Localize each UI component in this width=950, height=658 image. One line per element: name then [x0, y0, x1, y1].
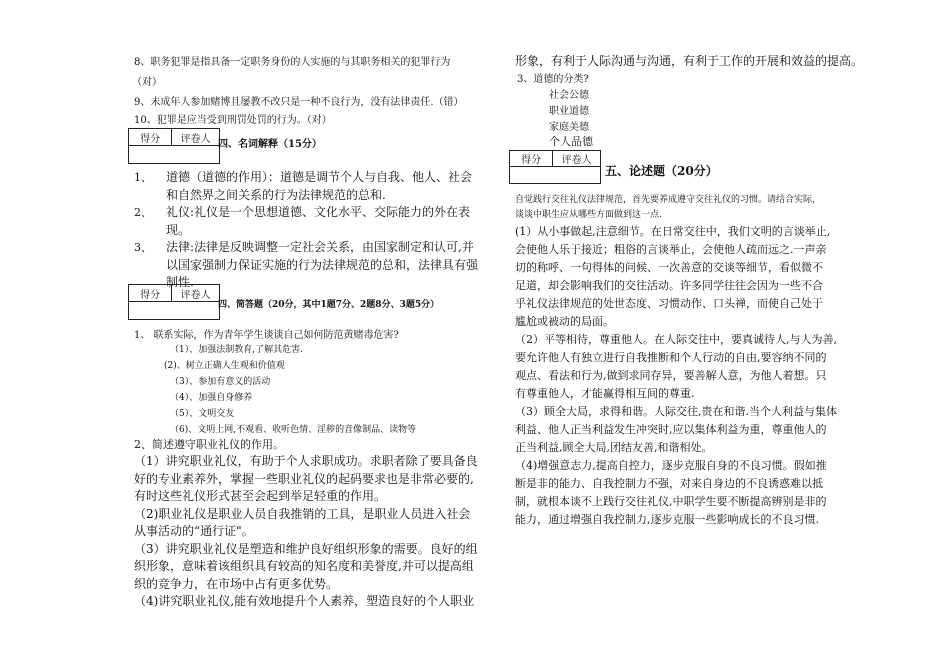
essay-line: 断是非的能力、自我控制力不强，对来自身边的不良诱惑难以抵 — [515, 477, 823, 490]
question-3: 3、道德的分类? — [517, 74, 589, 85]
section-title-essay: 五、论述题（20分） — [605, 164, 718, 178]
q3-item: 家庭美德 — [549, 122, 589, 133]
essay-line: （2）平等相待，尊重他人。在人际交往中，要真诚待人,与人为善, — [515, 333, 837, 346]
essay-line: 利益、他人正当利益发生冲突时,应以集体利益为重，尊重他人的 — [515, 423, 827, 436]
score-label: 得分 — [510, 151, 553, 167]
q2-line: 织的竞争力，在市场中占有更多优势。 — [134, 577, 339, 591]
q2-line: 织形象，意味着该组织具有较高的知名度和美誉度,并可以提高组 — [134, 559, 474, 573]
essay-line: 正当利益,顾全大局,团结友善,和谐相处。 — [515, 441, 713, 454]
def-3-line: 制性. — [166, 275, 194, 289]
q2-line: （4)讲究职业礼仪,能有效地提升个人素养，塑造良好的个人职业 — [134, 594, 475, 608]
q2-line: （1）讲究职业礼仪，有助于个人求职成功。求职者除了要具备良 — [134, 454, 478, 468]
score-label: 得分 — [129, 285, 172, 302]
def-3-line: 法律:法律是反映调整一定社会关系，由国家制定和认可,并 — [166, 240, 474, 254]
essay-line: 能力，通过增强自我控制力,逐步克服一些影响成长的不良习惯. — [515, 513, 819, 526]
q1-item: （6)、文明上网,不观看、收听色情、淫秽的音像制品、读物等 — [170, 425, 417, 435]
essay-line: (1）从小事做起,注意细节。在日常交往中，我们文明的言谈举止, — [515, 225, 831, 238]
q3-item: 职业道德 — [549, 106, 589, 117]
def-2-number: 2、 — [134, 206, 152, 219]
question-2: 2、简述遵守职业礼仪的作用。 — [134, 438, 284, 451]
continued-line: 形象，有利于人际沟通与沟通，有利于工作的开展和效益的提高。 — [515, 54, 864, 68]
question-1: 1、 联系实际，作为青年学生谈谈自己如何防范黄赌毒危害? — [134, 330, 399, 341]
tf-item-8: 8、职务犯罪是指具备一定职务身份的人实施的与其职务相关的犯罪行为 — [134, 57, 451, 68]
essay-line: 尴尬或被动的局面。 — [515, 315, 614, 328]
grader-label: 评卷人 — [172, 129, 219, 146]
def-1-number: 1、 — [134, 171, 152, 184]
grader-label: 评卷人 — [553, 151, 600, 167]
def-3-line: 以国家强制力保证实施的行为法律规范的总和，法律具有强 — [166, 258, 479, 272]
q2-line: 好的专业素养外，掌握一些职业礼仪的起码要求也是非常必要的, — [134, 472, 474, 486]
score-box — [509, 150, 601, 184]
def-1-line: 和自然界之间关系的行为法律规范的总和. — [166, 188, 386, 202]
tf-item-8-answer: （对） — [132, 77, 162, 88]
def-3-number: 3、 — [134, 241, 152, 254]
section-title-short-answer: 四、简答题（20分，其中1题7分、2题8分、3题5分） — [218, 300, 440, 310]
essay-prompt: 谈谈中职生应从哪些方面做到这一点. — [515, 210, 662, 220]
q1-item: （1）、加强法制教育,了解其危害. — [170, 345, 303, 355]
essay-prompt: 自觉践行交往礼仪法律规范，首先要养成遵守交往礼仪的习惯。请结合实际， — [515, 195, 822, 205]
q2-line: （2)职业礼仪是职业人员自我推销的工具，是职业人员进入社会 — [134, 507, 471, 521]
q1-item: （3）、参加有意义的活动 — [170, 377, 271, 387]
q2-line: （3）讲究职业礼仪是塑造和维护良好组织形象的需要。良好的组 — [134, 542, 478, 556]
q3-item: 个人品德 — [549, 135, 593, 148]
tf-item-9: 9、未成年人参加赌博且屡教不改只是一种不良行为，没有法律责任.（错） — [134, 97, 464, 108]
score-label: 得分 — [129, 129, 172, 146]
essay-line: 观点、看法和行为,做到求同存异，要善解人意，为他人着想。只 — [515, 369, 827, 382]
essay-line: 会使他人乐于接近；粗俗的言谈举止，会使他人疏而远之.一声亲 — [515, 243, 827, 256]
essay-line: （3）顾全大局，求得和谐。人际交往,贵在和谐.当个人利益与集体 — [515, 405, 837, 418]
essay-line: 要允许他人有独立进行自我推断和个人行动的自由,要容纳不同的 — [515, 351, 827, 364]
q2-line: 从事活动的“通行证"。 — [134, 524, 254, 538]
def-1-line: 道德（道德的作用）：道德是调节个人与自我、他人、社会 — [166, 170, 473, 184]
grader-label: 评卷人 — [172, 285, 219, 302]
q3-item: 社会公德 — [549, 90, 589, 101]
section-title-definitions: 四、名词解释（15分） — [218, 139, 322, 150]
essay-line: 制，就根本谈不上践行交往礼仪,中职学生要不断提高辨别是非的 — [515, 495, 827, 508]
def-2-line: 现。 — [166, 223, 191, 237]
q1-item: （4）、加强自身修养 — [170, 393, 253, 403]
tf-item-10: 10、犯罪是应当受到刑罚处罚的行为。（对） — [134, 115, 332, 126]
essay-line: 切的称呼、一句得体的问候、一次善意的交谈等细节，看似微不 — [515, 261, 823, 274]
essay-line: 乎礼仪法律规范的处世态度、习惯动作、口头禅，而使自己处于 — [515, 297, 823, 310]
def-2-line: 礼仪:礼仪是一个思想道德、文化水平、交际能力的外在表 — [166, 205, 471, 219]
q1-item: (2)、树立正确人生观和价值观 — [164, 361, 285, 371]
q2-line: 有时这些礼仪形式甚至会起到举足轻重的作用。 — [134, 489, 387, 503]
essay-line: 有尊重他人，才能赢得相互间的尊重. — [515, 387, 695, 400]
score-box — [128, 128, 220, 164]
essay-line: （4)增强意志力,提高自控力，逐步克服自身的不良习惯。假如推 — [515, 459, 827, 472]
q1-item: （5）、文明交友 — [170, 409, 235, 419]
score-box — [128, 284, 220, 320]
essay-line: 足道，却会影响我们的交往活动。许多同学往往会因为一些不合 — [515, 279, 823, 292]
